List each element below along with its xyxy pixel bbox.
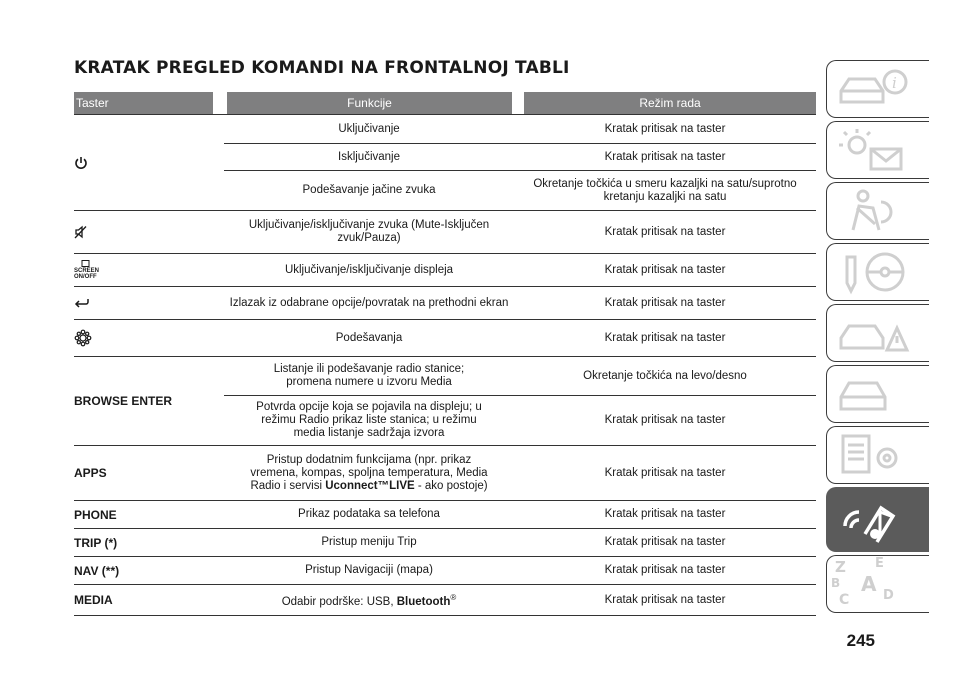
table-row-group	[74, 114, 816, 211]
key-cell	[74, 211, 214, 253]
table-row-group	[74, 211, 816, 254]
table-row	[224, 395, 816, 445]
header-rezim-rada: Režim rada	[524, 92, 816, 114]
table-row	[224, 115, 816, 143]
screen-icon-label: SCREEN	[74, 268, 100, 274]
table-row	[224, 320, 816, 356]
chapter-tab-safety[interactable]	[826, 182, 929, 240]
chapter-tab-car-info[interactable]	[826, 60, 929, 118]
table-row-group	[74, 357, 816, 446]
function-cell: Isključivanje	[338, 150, 400, 163]
table-row	[224, 357, 816, 395]
table-row-group	[74, 585, 816, 616]
mode-cell: Kratak pritisak na taster	[604, 150, 726, 163]
chapter-tab-warnings[interactable]	[826, 121, 929, 179]
chapter-tab-controls[interactable]	[826, 243, 929, 301]
settings-gear-icon	[74, 329, 92, 347]
key-cell: APPS	[74, 466, 107, 480]
index-letter-e: E	[875, 556, 884, 571]
table-row-group	[74, 501, 816, 529]
apps-function-text: Pristup dodatnim funkcijama (npr. prikaz vremena, kompas, spoljna temperatura, Media Radio i servisi	[250, 453, 488, 492]
header-taster: Taster	[74, 92, 213, 114]
mode-cell: Kratak pritisak na taster	[604, 536, 726, 548]
table-row	[224, 585, 816, 615]
car-info-icon	[835, 64, 915, 114]
index-letter-b: B	[831, 576, 841, 590]
header-funkcije: Funkcije	[227, 92, 512, 114]
airbag-seatbelt-icon	[835, 186, 915, 236]
chapter-tab-maintenance[interactable]	[826, 365, 929, 423]
table-row	[224, 254, 816, 286]
table-row-group	[74, 287, 816, 320]
table-row	[224, 287, 816, 319]
technical-data-gear-icon	[835, 430, 915, 480]
index-letter-c: C	[839, 592, 850, 608]
power-icon	[74, 156, 88, 170]
page-title: KRATAK PREGLED KOMANDI NA FRONTALNOJ TABLI	[74, 58, 570, 78]
chapter-tab-technical-data[interactable]	[826, 426, 929, 484]
mode-cell: Kratak pritisak na taster	[604, 331, 726, 344]
onoff-icon-label: ON/OFF	[74, 274, 97, 280]
function-cell	[224, 454, 514, 493]
car-maintenance-icon	[835, 369, 915, 419]
function-cell: Uključivanje/isključivanje zvuka (Mute-Isključen zvuk/Pauza)	[248, 219, 490, 244]
table-row-group	[74, 254, 816, 287]
key-cell	[74, 115, 214, 210]
mute-icon	[74, 225, 88, 239]
mode-cell: Kratak pritisak na taster	[604, 593, 726, 606]
car-breakdown-icon	[835, 308, 915, 358]
chapter-tab-index[interactable]	[826, 555, 929, 613]
chapter-tab-emergency[interactable]	[826, 304, 929, 362]
table-row	[224, 143, 816, 170]
table-row	[224, 211, 816, 253]
function-cell: Pristup Navigaciji (mapa)	[305, 564, 433, 576]
key-cell: PHONE	[74, 507, 117, 522]
mode-cell: Kratak pritisak na taster	[604, 122, 726, 135]
mode-cell: Okretanje točkića na levo/desno	[583, 369, 747, 382]
key-cell: MEDIA	[74, 593, 113, 607]
key-cell: NAV (**)	[74, 563, 120, 578]
svg-text:i: i	[892, 74, 897, 92]
back-arrow-icon	[74, 297, 90, 309]
chapter-tab-multimedia[interactable]	[826, 487, 929, 552]
mode-cell: Kratak pritisak na taster	[604, 414, 726, 426]
controls-table	[74, 114, 816, 616]
function-cell: Listanje ili podešavanje radio stanice; promena numere u izvoru Media	[273, 363, 465, 388]
alphabetical-index-icon	[827, 556, 929, 612]
mode-cell: Kratak pritisak na taster	[604, 508, 726, 520]
mode-cell: Kratak pritisak na taster	[604, 225, 726, 238]
function-cell: Podešavanja	[335, 331, 403, 344]
mode-cell: Kratak pritisak na taster	[604, 263, 726, 276]
key-steering-wheel-icon	[835, 247, 915, 297]
function-cell: Uključivanje	[338, 122, 400, 135]
index-letter-a: A	[861, 572, 877, 596]
table-row-group	[74, 320, 816, 357]
key-cell	[74, 320, 214, 356]
table-row	[224, 446, 816, 500]
key-cell: TRIP (*)	[74, 535, 118, 550]
mode-cell: Okretanje točkića u smeru kazaljki na satu/suprotno kretanju kazaljki na satu	[533, 177, 797, 203]
table-header	[74, 92, 816, 114]
function-cell: Podešavanje jačine zvuka	[302, 184, 436, 196]
apps-function-suffix: - ako postoje)	[414, 479, 488, 492]
function-cell	[224, 591, 514, 609]
warning-light-message-icon	[835, 125, 915, 175]
index-letter-d: D	[883, 588, 894, 603]
registered-mark: ®	[450, 593, 457, 603]
table-row-group	[74, 557, 816, 585]
key-cell: BROWSE ENTER	[74, 394, 173, 408]
screen-onoff-icon	[74, 260, 99, 280]
bluetooth-brand: Bluetooth	[396, 595, 451, 608]
media-function-text: Odabir podrške: USB,	[281, 595, 397, 608]
table-row	[224, 529, 816, 556]
table-row-group	[74, 529, 816, 557]
multimedia-note-icon	[835, 492, 915, 548]
mode-cell: Kratak pritisak na taster	[604, 296, 726, 309]
key-cell	[74, 254, 214, 286]
table-row-group	[74, 446, 816, 501]
function-cell: Prikaz podataka sa telefona	[298, 508, 440, 520]
function-cell: Uključivanje/isključivanje displeja	[284, 263, 454, 276]
mode-cell: Kratak pritisak na taster	[604, 564, 726, 576]
uconnect-live-brand: Uconnect™LIVE	[325, 479, 415, 492]
mode-cell: Kratak pritisak na taster	[604, 466, 726, 479]
table-row	[224, 170, 816, 210]
page-number: 245	[846, 631, 875, 650]
index-letter-z: Z	[835, 558, 846, 576]
table-row	[224, 501, 816, 528]
function-cell: Potvrda opcije koja se pojavila na displeju; u režimu Radio prikaz liste stanica; u režimu media listanje sadržaja izvora	[256, 401, 482, 439]
key-cell	[74, 287, 214, 319]
function-cell: Pristup meniju Trip	[321, 536, 417, 548]
function-cell: Izlazak iz odabrane opcije/povratak na prethodni ekran	[229, 296, 509, 309]
table-row	[224, 557, 816, 584]
